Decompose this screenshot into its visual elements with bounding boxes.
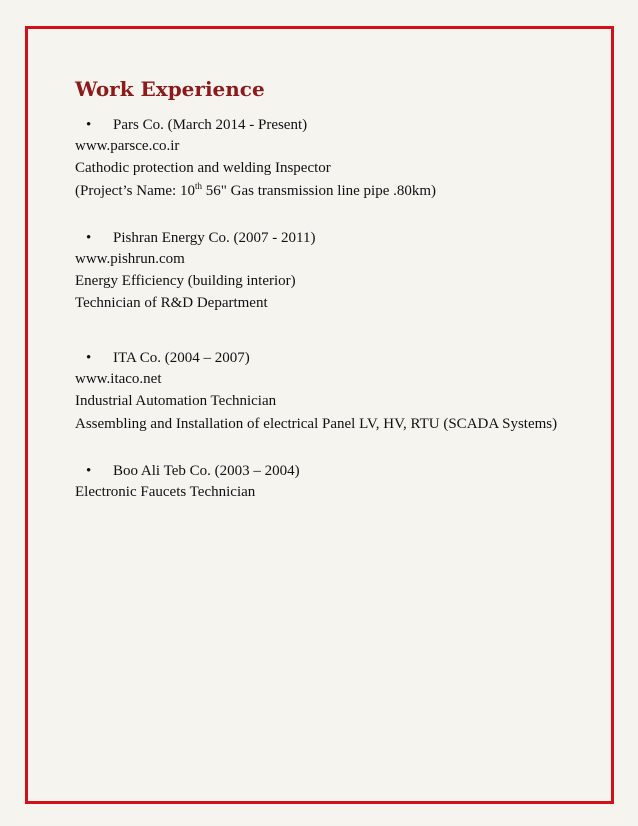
experience-entry — [75, 229, 595, 313]
bullet-icon: • — [86, 117, 92, 133]
work-experience-section — [75, 76, 595, 530]
company-heading — [86, 349, 595, 367]
company-heading — [86, 229, 595, 247]
experience-entry — [75, 462, 595, 501]
project-name-superscript: th — [194, 180, 202, 191]
project-name-suffix: 56" Gas transmission line pipe .80km) — [202, 182, 437, 199]
company-website: www.pishrun.com — [75, 250, 185, 267]
job-title: Industrial Automation Technician — [75, 393, 277, 410]
bullet-icon: • — [86, 462, 92, 479]
company-heading — [86, 116, 595, 134]
job-title: Cathodic protection and welding Inspector — [75, 160, 331, 177]
experience-entry — [75, 116, 595, 200]
job-title: Technician of R&D Department — [75, 295, 268, 312]
bullet-icon: • — [86, 350, 92, 367]
project-name-prefix: (Project’s Name: 10 — [75, 182, 195, 199]
job-description: Assembling and Installation of electrical Panel LV, HV, RTU (SCADA Systems) — [75, 415, 558, 432]
project-name — [75, 182, 595, 200]
company-name: Pishran Energy Co. (2007 - 2011) — [113, 229, 316, 246]
company-name: ITA Co. (2004 – 2007) — [113, 350, 250, 367]
section-title: Work Experience — [75, 77, 265, 101]
experience-entry — [75, 349, 595, 433]
job-description: Energy Efficiency (building interior) — [75, 272, 296, 289]
company-heading — [86, 462, 595, 480]
job-title: Electronic Faucets Technician — [75, 483, 256, 500]
company-website: www.itaco.net — [75, 371, 162, 388]
company-name: Pars Co. (March 2014 - Present) — [113, 117, 308, 133]
bullet-icon: • — [86, 229, 92, 246]
company-name: Boo Ali Teb Co. (2003 – 2004) — [113, 462, 300, 479]
company-website: www.parsce.co.ir — [75, 138, 180, 154]
